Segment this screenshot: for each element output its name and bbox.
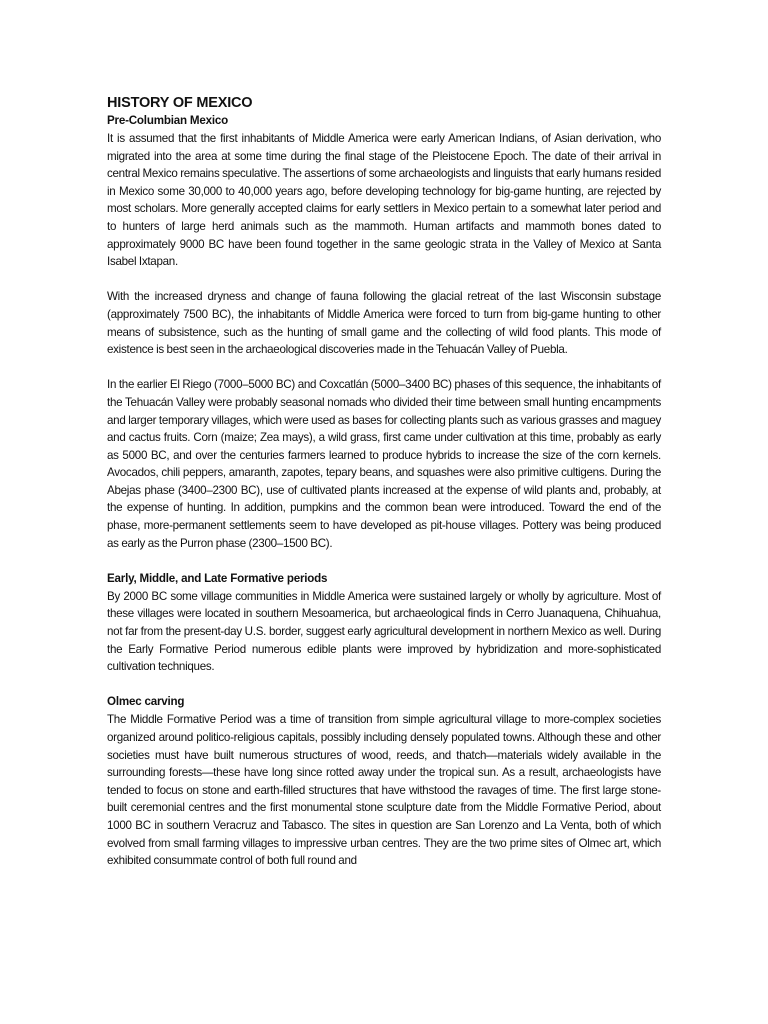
section-heading-pre-columbian: Pre-Columbian Mexico <box>107 114 228 127</box>
paragraph: The Middle Formative Period was a time of transition from simple agricultural village to more-complex societies organized around politico-religious capitals, possibly including densely populated towns. Although these and other societies must have built numerous structures of wood, reeds, and thatch—materials widely available in the surrounding forests—these have long since rotted away under the tropical sun. As a result, archaeologists have tended to focus on stone and earth-filled structures that have withstood the ravages of time. The first large stone-built ceremonial centres and the first monumental stone sculpture date from the Middle Formative Period, about 1000 BC in southern Veracruz and Tabasco. The sites in question are San Lorenzo and La Venta, both of which evolved from small farming villages to impressive urban centres. They are the two prime sites of Olmec art, which exhibited consummate control of both full round and <box>107 713 661 868</box>
paragraph-spacer <box>107 271 661 289</box>
paragraph: With the increased dryness and change of fauna following the glacial retreat of the last Wisconsin substage (approximately 7500 BC), the inhabitants of Middle America were forced to turn from big-game hunting to other means of subsistence, such as the hunting of small game and the collecting of wild food plants. This mode of existence is best seen in the archaeological discoveries made in the Tehuacán Valley of Puebla. <box>107 290 661 357</box>
paragraph-spacer <box>107 359 661 377</box>
paragraph: In the earlier El Riego (7000–5000 BC) and Coxcatlán (5000–3400 BC) phases of this sequence, the inhabitants of the Tehuacán Valley were probably seasonal nomads who divided their time between small hunting encampments and larger temporary villages, which were used as bases for collecting plants such as various grasses and maguey and cactus fruits. Corn (maize; Zea mays), a wild grass, first came under cultivation at this time, probably as early as 5000 BC, and over the centuries farmers learned to produce hybrids to increase the size of the corn kernels. Avocados, chili peppers, amaranth, zapotes, tepary beans, and squashes were also primitive cultigens. During the Abejas phase (3400–2300 BC), use of cultivated plants increased at the expense of wild plants and, probably, at the expense of hunting. In addition, pumpkins and the common bean were introduced. Toward the end of the phase, more-permanent settlements seem to have developed as pit-house villages. Pottery was being produced as early as the Purron phase (2300–1500 BC). <box>107 378 661 550</box>
paragraph: It is assumed that the first inhabitants of Middle America were early American Indians, of Asian derivation, who migrated into the area at some time during the final stage of the Pleistocene Epoch. The date of their arrival in central Mexico remains speculative. The assertions of some archaeologists and linguists that early humans resided in Mexico some 30,000 to 40,000 years ago, before developing technology for big-game hunting, are rejected by most scholars. More generally accepted claims for early settlers in Mexico pertain to a somewhat later period and to hunters of large herd animals such as the mammoth. Human artifacts and mammoth bones dated to approximately 9000 BC have been found together in the same geologic strata in the Valley of Mexico at Santa Isabel Ixtapan. <box>107 132 661 269</box>
section-heading-olmec-carving: Olmec carving <box>107 695 185 709</box>
document-page <box>107 94 661 870</box>
document-title: HISTORY OF MEXICO <box>107 95 253 111</box>
paragraph: By 2000 BC some village communities in Middle America were sustained largely or wholly by agriculture. Most of these villages were located in southern Mesoamerica, but archaeological finds in Cerro Juanaquena, Chihuahua, not far from the present-day U.S. border, suggest early agricultural development in northern Mexico as well. During the Early Formative Period numerous edible plants were improved by hybridization and more-sophisticated cultivation techniques. <box>107 589 661 674</box>
paragraph-spacer <box>107 552 661 570</box>
section-heading-formative-periods: Early, Middle, and Late Formative periods <box>107 571 328 585</box>
paragraph-spacer <box>107 676 661 694</box>
